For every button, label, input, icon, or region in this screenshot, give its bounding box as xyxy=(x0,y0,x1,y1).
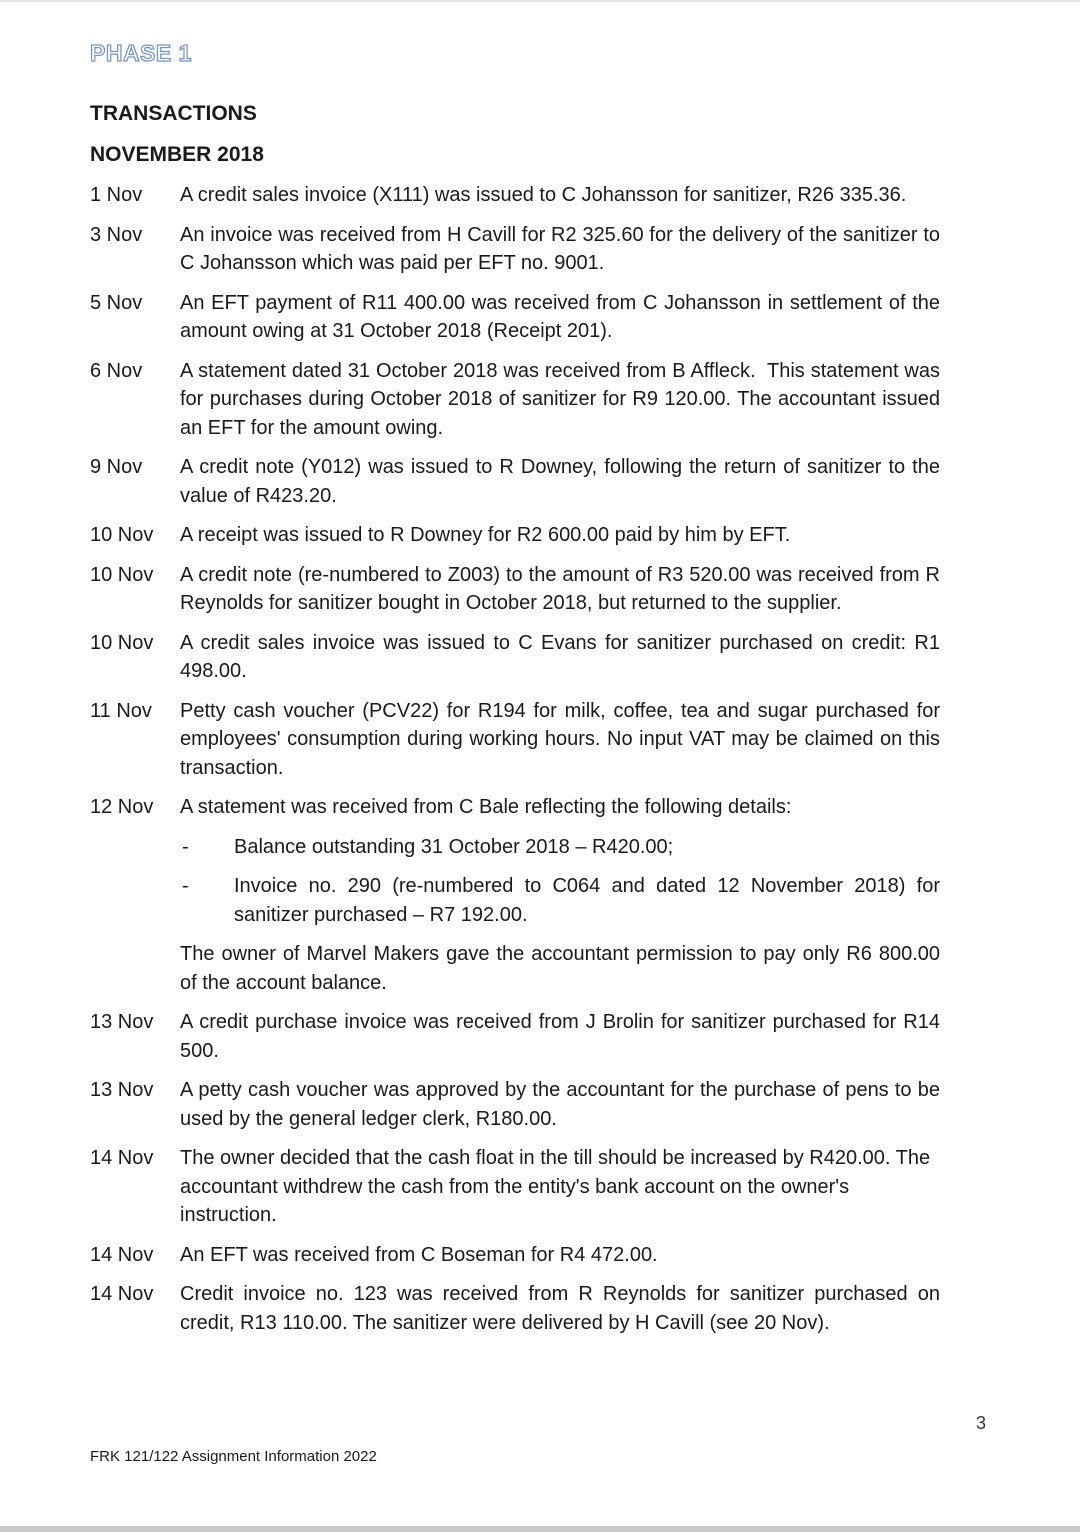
phase-heading: PHASE 1 xyxy=(90,40,192,66)
entry-text: A credit sales invoice was issued to C Evans for sanitizer purchased on credit: R1 498.00. xyxy=(180,631,940,682)
entry-date: 14 Nov xyxy=(90,1243,154,1266)
dash-bullet: - xyxy=(182,875,189,897)
list-item xyxy=(180,833,940,862)
entry-text: A credit sales invoice (X111) was issued to C Johansson for sanitizer, R26 335.36. xyxy=(180,184,907,206)
entry-text: A credit note (Y012) was issued to R Downey, following the return of sanitizer to the value of R423.20. xyxy=(180,456,940,507)
transaction-entry xyxy=(90,793,940,997)
entry-date: 6 Nov xyxy=(90,359,143,382)
transaction-entry xyxy=(90,697,940,783)
transactions-heading: TRANSACTIONS xyxy=(90,102,257,125)
transaction-entry xyxy=(90,629,940,686)
entry-date: 3 Nov xyxy=(90,223,143,246)
entry-text: A credit purchase invoice was received from J Brolin for sanitizer purchased for R14 500. xyxy=(180,1011,940,1062)
entry-text: A statement was received from C Bale reflecting the following details: xyxy=(180,796,792,818)
entry-date: 10 Nov xyxy=(90,563,154,586)
entry-date: 13 Nov xyxy=(90,1011,154,1033)
entry-text: A petty cash voucher was approved by the accountant for the purchase of pens to be used by the general ledger clerk, R180.00. xyxy=(180,1079,940,1130)
entry-note: The owner of Marvel Makers gave the accountant permission to pay only R6 800.00 of the account balance. xyxy=(180,943,940,994)
transaction-entry xyxy=(90,1008,940,1065)
entry-text: An invoice was received from H Cavill for R2 325.60 for the delivery of the sanitizer to C Johansson which was paid per EFT no. 9001. xyxy=(180,223,940,274)
entry-date: 1 Nov xyxy=(90,184,143,206)
entry-date: 11 Nov xyxy=(90,699,152,722)
dash-bullet: - xyxy=(182,835,189,858)
transaction-list xyxy=(90,181,946,1348)
transaction-entry xyxy=(90,357,946,443)
page-bottom-border xyxy=(0,1526,1080,1532)
page-top-border xyxy=(0,0,1080,2)
entry-text: The owner decided that the cash float in the till should be increased by R420.00. The accountant withdrew the cash from the entity's bank account on the owner's instruction. xyxy=(180,1147,931,1226)
entry-date: 14 Nov xyxy=(90,1283,154,1305)
entry-text: Petty cash voucher (PCV22) for R194 for milk, coffee, tea and sugar purchased for employees' consumption during working hours. No input VAT may be claimed on this transaction. xyxy=(180,699,940,779)
entry-date: 14 Nov xyxy=(90,1147,154,1169)
transaction-entry xyxy=(90,561,940,618)
entry-date: 13 Nov xyxy=(90,1079,154,1101)
transaction-entry xyxy=(90,1076,940,1133)
transaction-entry xyxy=(90,289,940,346)
entry-text: A credit note (re-numbered to Z003) to the amount of R3 520.00 was received from R Reynolds for sanitizer bought in October 2018, but returned to the supplier. xyxy=(180,563,940,614)
transaction-entry xyxy=(90,181,940,210)
transaction-entry xyxy=(90,221,940,278)
entry-text: Credit invoice no. 123 was received from R Reynolds for sanitizer purchased on credit, R13 110.00. The sanitizer were delivered by H Cavill (see 20 Nov). xyxy=(180,1283,940,1334)
entry-text: An EFT payment of R11 400.00 was received from C Johansson in settlement of the amount owing at 31 October 2018 (Receipt 201). xyxy=(180,291,940,342)
list-item-text: Invoice no. 290 (re-numbered to C064 and dated 12 November 2018) for sanitizer purchased – R7 192.00. xyxy=(234,875,940,926)
entry-date: 5 Nov xyxy=(90,291,143,314)
transaction-entry xyxy=(90,1241,940,1270)
transaction-entry xyxy=(90,521,940,550)
entry-date: 10 Nov xyxy=(90,631,154,654)
transaction-entry xyxy=(90,453,940,510)
page-footer: FRK 121/122 Assignment Information 2022 xyxy=(90,1448,377,1465)
entry-date: 9 Nov xyxy=(90,456,143,478)
entry-text: A statement dated 31 October 2018 was received from B Affleck. This statement was for purchases during October 2018 of sanitizer for R9 120.00. The accountant issued an EFT for the amount owing. xyxy=(180,359,946,439)
entry-date: 12 Nov xyxy=(90,796,154,818)
entry-date: 10 Nov xyxy=(90,524,154,546)
transaction-entry xyxy=(90,1280,940,1337)
entry-text: An EFT was received from C Boseman for R4 472.00. xyxy=(180,1243,658,1266)
page-number: 3 xyxy=(976,1413,987,1433)
list-item-text: Balance outstanding 31 October 2018 – R420.00; xyxy=(234,835,674,858)
list-item xyxy=(180,872,940,929)
statement-details-list xyxy=(180,833,940,930)
transaction-entry xyxy=(90,1144,940,1230)
month-heading: NOVEMBER 2018 xyxy=(90,143,264,166)
entry-text: A receipt was issued to R Downey for R2 600.00 paid by him by EFT. xyxy=(180,524,791,546)
